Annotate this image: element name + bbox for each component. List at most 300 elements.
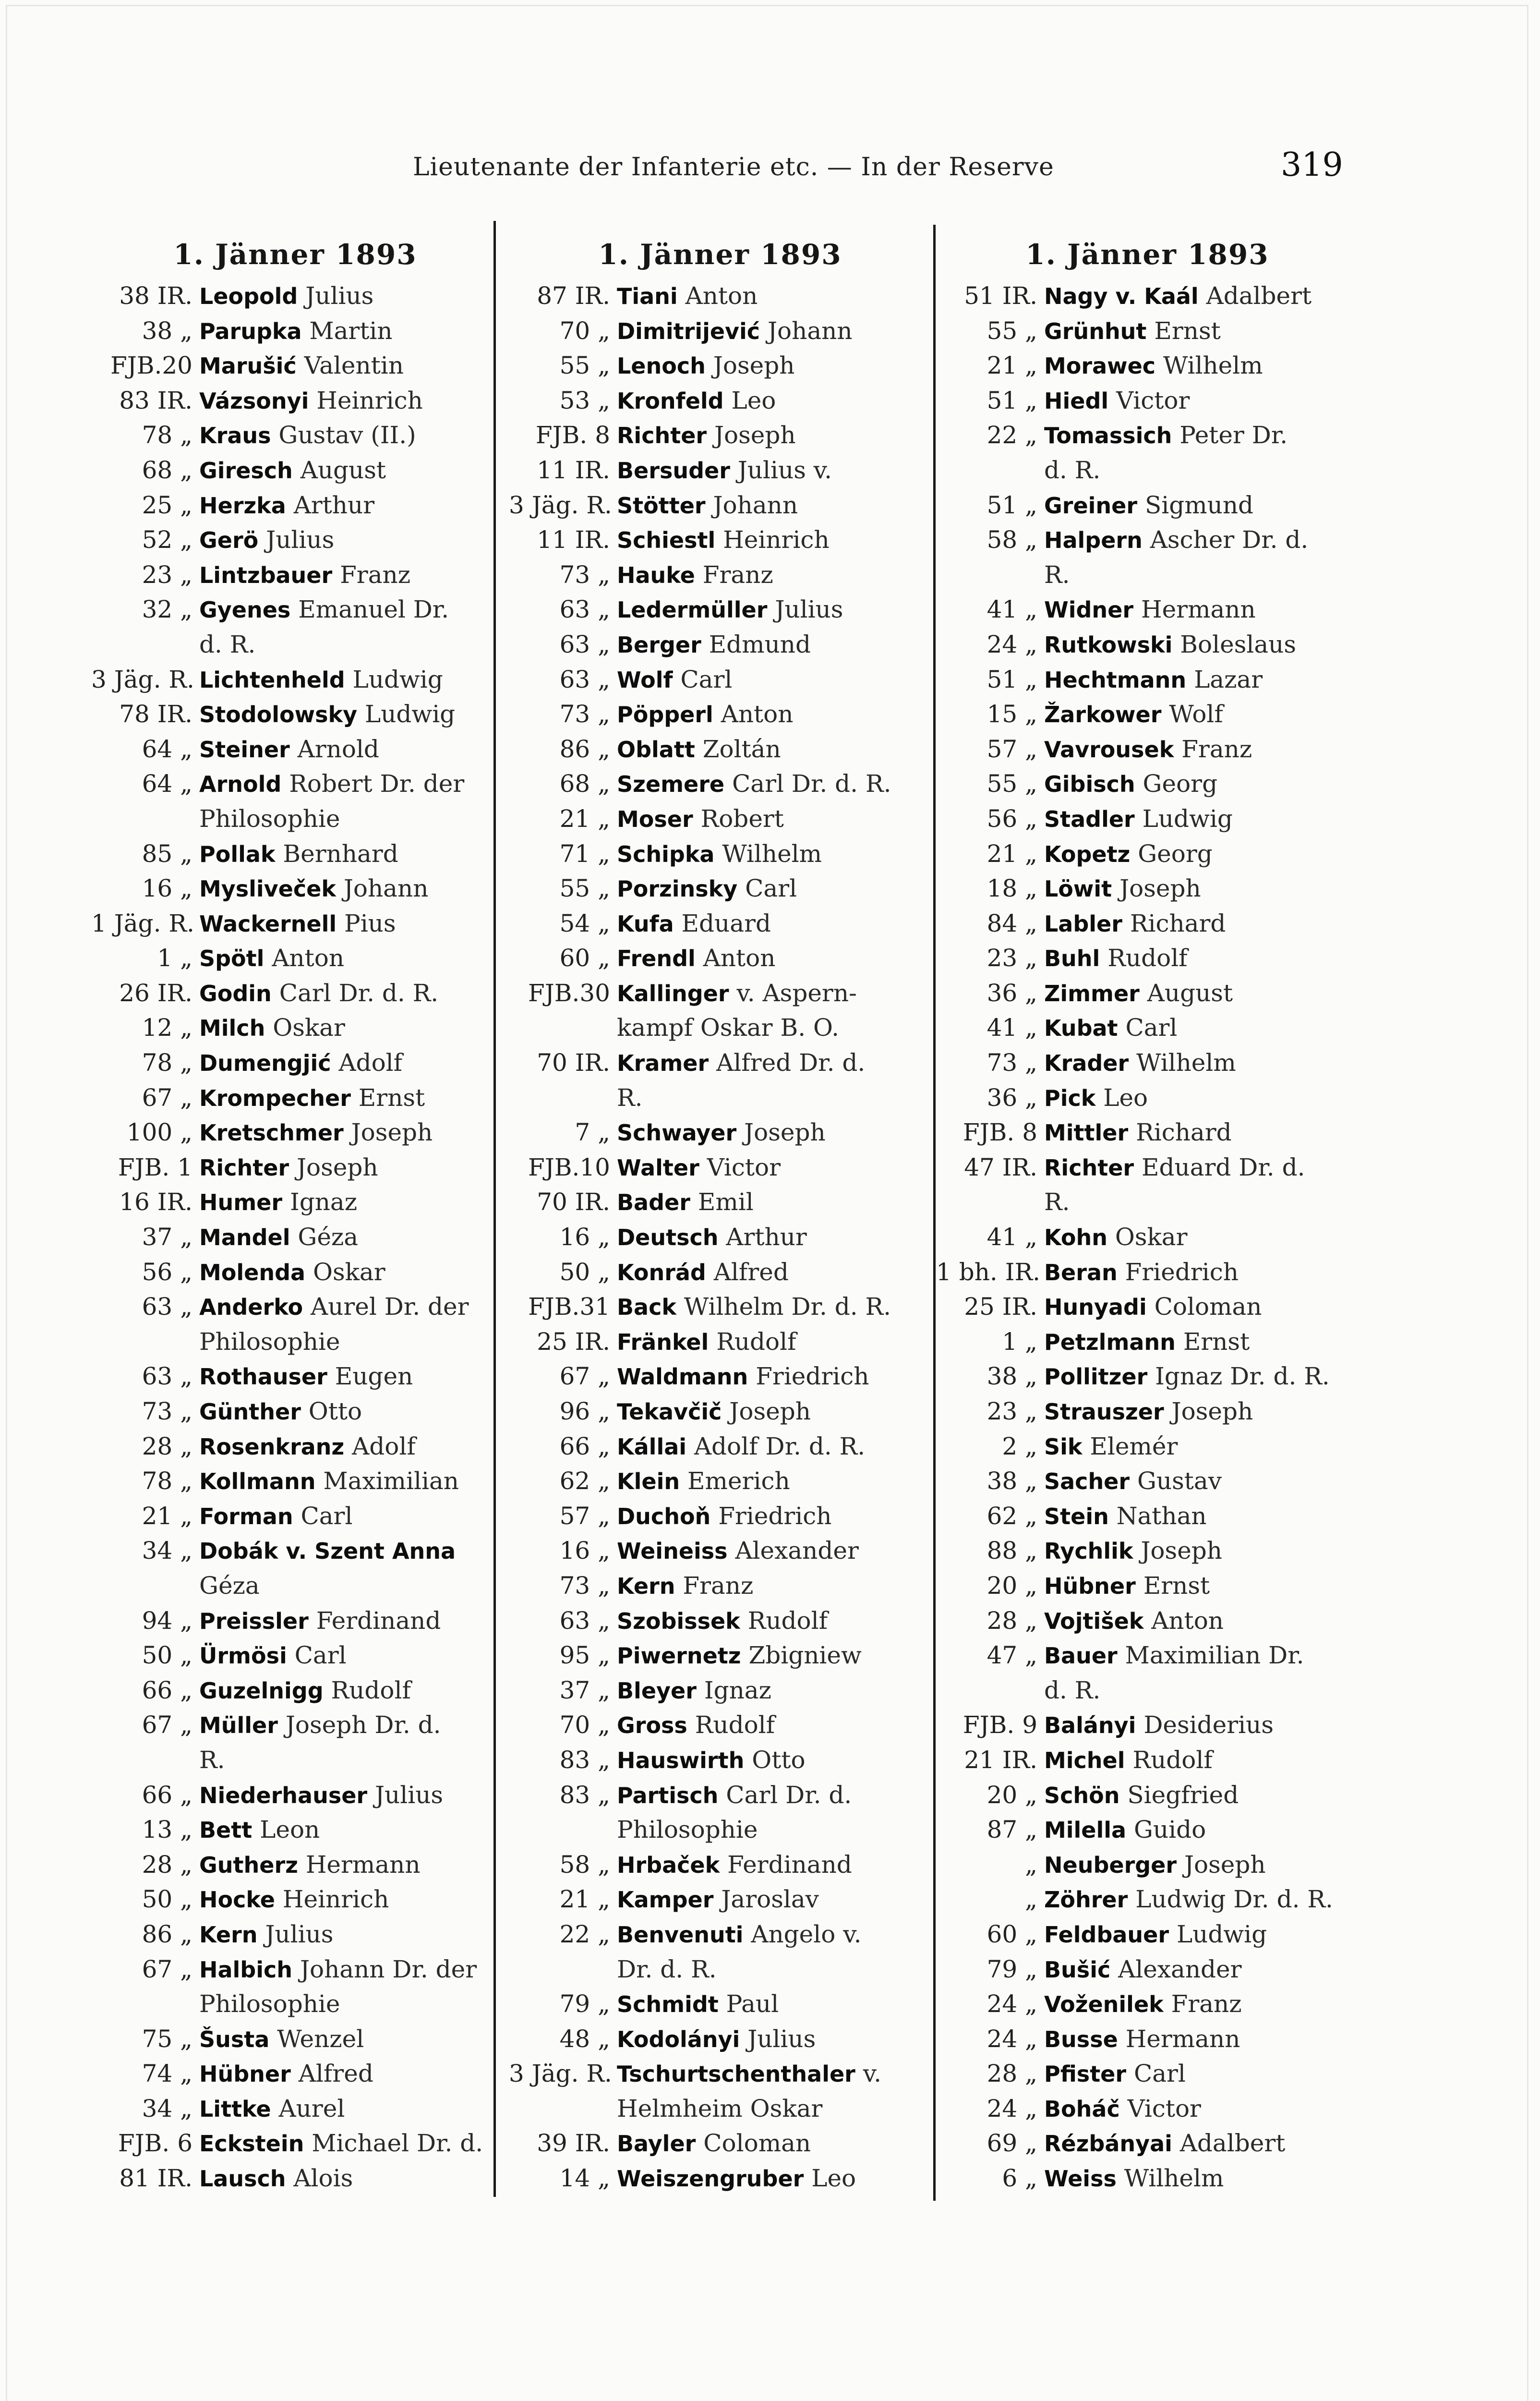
given-name: Leo bbox=[811, 2164, 856, 2193]
officer-name bbox=[199, 348, 499, 383]
surname: Piwernetz bbox=[617, 1643, 741, 1669]
regiment-number: 75 „ bbox=[142, 2025, 192, 2053]
list-item bbox=[509, 1708, 931, 1743]
regiment-number: 56 „ bbox=[987, 804, 1037, 833]
surname: Hrbaček bbox=[617, 1852, 720, 1878]
list-item bbox=[91, 1289, 499, 1324]
officer-name bbox=[199, 1952, 499, 1987]
list-item bbox=[509, 1150, 931, 1185]
given-name: d. R. bbox=[199, 630, 256, 658]
surname: Bleyer bbox=[617, 1677, 697, 1704]
regiment-number: 21 „ bbox=[987, 839, 1037, 868]
list-item bbox=[936, 906, 1359, 941]
list-item bbox=[936, 1429, 1359, 1464]
regiment-number: 73 „ bbox=[559, 560, 610, 589]
regiment-number: 18 „ bbox=[987, 874, 1037, 903]
officer-name bbox=[617, 906, 931, 941]
regiment-number: 16 IR. bbox=[119, 1188, 192, 1216]
regiment-number: 21 „ bbox=[987, 352, 1037, 380]
surname: Lenoch bbox=[617, 353, 706, 379]
given-name: Joseph bbox=[744, 1118, 826, 1147]
officer-name bbox=[199, 837, 499, 872]
officer-name bbox=[1044, 1847, 1359, 1882]
surname: Dimitrijević bbox=[617, 318, 760, 344]
given-name: Wilhelm bbox=[1163, 352, 1263, 380]
list-item bbox=[936, 1185, 1359, 1220]
list-item bbox=[509, 1115, 931, 1150]
given-name: Hermann bbox=[305, 1850, 421, 1879]
surname: Günther bbox=[199, 1399, 301, 1425]
regiment-number: 23 „ bbox=[987, 1397, 1037, 1425]
surname: Richter bbox=[617, 423, 707, 449]
given-name: Ferdinand bbox=[316, 1606, 441, 1635]
regiment-number: 70 IR. bbox=[537, 1188, 610, 1216]
surname: Ürmösi bbox=[199, 1643, 287, 1669]
officer-name bbox=[1044, 627, 1359, 662]
given-name: Maximilian Dr. bbox=[1125, 1641, 1304, 1670]
list-item bbox=[936, 766, 1359, 801]
officer-name bbox=[199, 1429, 499, 1464]
officer-name bbox=[617, 488, 931, 523]
given-name: Richard bbox=[1130, 909, 1226, 937]
given-name: Robert Dr. der bbox=[289, 770, 465, 798]
given-name: Rudolf bbox=[331, 1676, 411, 1704]
regiment-number: 2 „ bbox=[1002, 1432, 1037, 1460]
regiment-number: 23 „ bbox=[987, 944, 1037, 972]
given-name: Zbigniew bbox=[748, 1641, 862, 1670]
regiment-number: 79 „ bbox=[559, 1990, 610, 2018]
given-name: d. R. bbox=[1044, 1676, 1101, 1704]
regiment-number: 67 „ bbox=[142, 1083, 192, 1112]
list-item bbox=[509, 976, 931, 1011]
officer-name bbox=[617, 801, 931, 837]
officer-name bbox=[617, 1708, 931, 1743]
officer-name bbox=[199, 662, 499, 697]
list-item bbox=[91, 2091, 499, 2126]
list-item bbox=[509, 348, 931, 383]
given-name: Ludwig bbox=[1142, 804, 1233, 833]
surname: Greiner bbox=[1044, 492, 1138, 519]
list-item bbox=[509, 2091, 931, 2126]
given-name: Leo bbox=[1103, 1083, 1148, 1112]
given-name: Aurel bbox=[278, 2094, 345, 2122]
officer-name bbox=[1044, 1080, 1359, 1116]
list-item bbox=[936, 1255, 1359, 1290]
list-item bbox=[91, 801, 499, 837]
list-item bbox=[936, 453, 1359, 488]
given-name: Victor bbox=[1127, 2094, 1201, 2122]
officer-name bbox=[617, 1917, 931, 1952]
given-name: Carl Dr. d. R. bbox=[732, 770, 891, 798]
list-item bbox=[936, 383, 1359, 418]
regiment-number: 32 „ bbox=[142, 595, 192, 624]
officer-name bbox=[199, 1045, 499, 1080]
list-item bbox=[91, 837, 499, 872]
list-item bbox=[509, 1847, 931, 1882]
list-item bbox=[509, 1255, 931, 1290]
list-item bbox=[509, 314, 931, 349]
surname: Richter bbox=[199, 1154, 289, 1181]
list-item bbox=[936, 1917, 1359, 1952]
surname: Schön bbox=[1044, 1782, 1120, 1808]
surname: Partisch bbox=[617, 1782, 719, 1808]
regiment-number: 88 „ bbox=[987, 1537, 1037, 1565]
surname: Deutsch bbox=[617, 1225, 719, 1251]
list-item bbox=[509, 1080, 931, 1116]
given-name: Adolf bbox=[338, 1049, 403, 1077]
given-name: Carl Dr. d. R. bbox=[279, 979, 439, 1007]
given-name: d. R. bbox=[1044, 456, 1101, 484]
regiment-number: 16 „ bbox=[142, 874, 192, 903]
list-item bbox=[936, 488, 1359, 523]
list-item bbox=[509, 1533, 931, 1568]
regiment-number: 55 „ bbox=[987, 770, 1037, 798]
regiment-number: 34 „ bbox=[142, 1537, 192, 1565]
given-name: Carl bbox=[745, 874, 797, 903]
officer-name bbox=[1044, 2022, 1359, 2057]
regiment-number: 39 IR. bbox=[537, 2129, 610, 2158]
regiment-number: 26 IR. bbox=[119, 979, 192, 1007]
officer-name bbox=[199, 2022, 499, 2057]
officer-name bbox=[199, 1394, 499, 1429]
surname: Vázsonyi bbox=[199, 388, 309, 414]
surname: Kramer bbox=[617, 1050, 709, 1077]
officer-name bbox=[199, 558, 499, 593]
given-name: Wilhelm bbox=[722, 839, 822, 868]
list-item bbox=[91, 941, 499, 976]
officer-name bbox=[617, 1987, 931, 2022]
officer-name bbox=[617, 558, 931, 593]
given-name: Georg bbox=[1138, 839, 1213, 868]
regiment-number: 84 „ bbox=[987, 909, 1037, 937]
regiment-number: 15 „ bbox=[987, 700, 1037, 728]
regiment-number: 87 „ bbox=[987, 1816, 1037, 1844]
list-item bbox=[509, 941, 931, 976]
given-name: Oskar bbox=[273, 1014, 345, 1042]
regiment-number: 71 „ bbox=[559, 839, 610, 868]
surname: Morawec bbox=[1044, 353, 1156, 379]
list-item bbox=[936, 941, 1359, 976]
given-name: Jaroslav bbox=[721, 1885, 819, 1914]
list-item bbox=[91, 1917, 499, 1952]
surname: Ledermüller bbox=[617, 597, 768, 623]
officer-name bbox=[199, 1847, 499, 1882]
given-name: Carl bbox=[301, 1502, 353, 1530]
surname: Lichtenheld bbox=[199, 667, 345, 693]
list-item bbox=[91, 1603, 499, 1638]
given-name: Coloman bbox=[703, 2129, 811, 2158]
regiment-number: 22 „ bbox=[559, 1920, 610, 1948]
officer-name bbox=[199, 1812, 499, 1847]
officer-name bbox=[199, 1324, 499, 1359]
regiment-number: „ bbox=[1025, 1885, 1037, 1914]
given-name: Ferdinand bbox=[727, 1850, 852, 1879]
officer-name bbox=[199, 801, 499, 837]
list-item bbox=[91, 1115, 499, 1150]
officer-name bbox=[1044, 2056, 1359, 2091]
given-name: Zoltán bbox=[702, 735, 781, 763]
regiment-number: 1 Jäg. R. bbox=[91, 909, 194, 937]
given-name: Géza bbox=[298, 1223, 359, 1251]
surname: Widner bbox=[1044, 597, 1134, 623]
officer-name bbox=[1044, 1568, 1359, 1603]
given-name: Maximilian bbox=[323, 1467, 459, 1495]
surname: Szemere bbox=[617, 771, 725, 798]
surname: Herzka bbox=[199, 492, 286, 519]
officer-name bbox=[617, 348, 931, 383]
regiment-number: 11 IR. bbox=[537, 456, 610, 484]
list-item bbox=[509, 801, 931, 837]
surname: Anderko bbox=[199, 1294, 303, 1321]
officer-name bbox=[617, 1220, 931, 1255]
officer-name bbox=[199, 1499, 499, 1534]
officer-name bbox=[617, 279, 931, 314]
regiment-number: 3 Jäg. R. bbox=[509, 491, 612, 519]
list-item bbox=[936, 1952, 1359, 1987]
given-name: Friedrich bbox=[718, 1502, 832, 1530]
given-name: Robert bbox=[700, 804, 784, 833]
given-name: Adalbert bbox=[1179, 2129, 1286, 2158]
officer-name bbox=[1044, 1255, 1359, 1290]
officer-name bbox=[199, 697, 499, 732]
surname: Weineiss bbox=[617, 1538, 728, 1564]
officer-name bbox=[617, 1045, 931, 1080]
officer-name bbox=[617, 1882, 931, 1917]
surname: Moser bbox=[617, 806, 693, 832]
given-name: v. bbox=[863, 2060, 881, 2088]
surname: Nagy v. Kaál bbox=[1044, 283, 1199, 309]
list-item bbox=[91, 522, 499, 558]
officer-name bbox=[1044, 1010, 1359, 1045]
surname: Bersuder bbox=[617, 457, 730, 484]
regiment-number: 66 „ bbox=[142, 1781, 192, 1809]
officer-name bbox=[617, 314, 931, 349]
list-item bbox=[91, 453, 499, 488]
given-name: Elemér bbox=[1090, 1432, 1178, 1460]
list-item bbox=[936, 1603, 1359, 1638]
officer-name bbox=[1044, 348, 1359, 383]
officer-name bbox=[617, 1185, 931, 1220]
list-item bbox=[936, 1568, 1359, 1603]
regiment-number: 78 IR. bbox=[119, 700, 192, 728]
officer-name bbox=[199, 976, 499, 1011]
regiment-number: FJB. 6 bbox=[118, 2129, 192, 2158]
given-name: Carl bbox=[294, 1641, 347, 1670]
list-item bbox=[936, 1638, 1359, 1673]
list-item bbox=[509, 1289, 931, 1324]
list-item bbox=[91, 1220, 499, 1255]
regiment-number: 21 „ bbox=[142, 1502, 192, 1530]
given-name: Ludwig bbox=[1176, 1920, 1267, 1948]
given-name: Joseph Dr. d. bbox=[285, 1711, 441, 1739]
given-name: R. bbox=[1044, 1188, 1070, 1216]
surname: Kopetz bbox=[1044, 841, 1131, 867]
surname: Godin bbox=[199, 980, 272, 1006]
officer-name bbox=[1044, 1359, 1359, 1394]
list-item bbox=[936, 1324, 1359, 1359]
given-name: Victor bbox=[707, 1153, 781, 1181]
regiment-number: 63 „ bbox=[142, 1293, 192, 1321]
list-item bbox=[91, 1010, 499, 1045]
officer-name bbox=[199, 1638, 499, 1673]
surname: Hocke bbox=[199, 1887, 275, 1913]
surname: Dobák v. Szent Anna bbox=[199, 1538, 456, 1564]
list-item bbox=[91, 1429, 499, 1464]
list-item bbox=[91, 558, 499, 593]
surname: Kodolányi bbox=[617, 2026, 740, 2052]
surname: Guzelnigg bbox=[199, 1677, 324, 1704]
list-item bbox=[936, 2161, 1359, 2196]
officer-name bbox=[1044, 1533, 1359, 1568]
given-name: Dr. d. R. bbox=[617, 1955, 717, 1983]
list-item bbox=[509, 1917, 931, 1952]
officer-name bbox=[1044, 976, 1359, 1011]
given-name: Valentin bbox=[304, 352, 404, 380]
page-number: 319 bbox=[1281, 146, 1343, 184]
regiment-number: 63 „ bbox=[559, 630, 610, 658]
surname: Benvenuti bbox=[617, 1921, 744, 1948]
list-item bbox=[91, 1708, 499, 1743]
given-name: Arthur bbox=[726, 1223, 807, 1251]
regiment-number: 38 „ bbox=[142, 316, 192, 345]
surname: Hiedl bbox=[1044, 388, 1109, 414]
officer-name bbox=[1044, 766, 1359, 801]
surname: Berger bbox=[617, 631, 701, 658]
given-name: Joseph bbox=[713, 352, 795, 380]
regiment-number: FJB. 8 bbox=[535, 421, 610, 449]
given-name: Rudolf bbox=[716, 1327, 796, 1356]
surname: Rézbányai bbox=[1044, 2131, 1172, 2157]
given-name: Richard bbox=[1136, 1118, 1232, 1147]
given-name: Ernst bbox=[1154, 316, 1221, 345]
column-heading: 1. Jänner 1893 bbox=[598, 238, 842, 271]
officer-name bbox=[1044, 279, 1359, 314]
given-name: Alois bbox=[293, 2164, 353, 2193]
list-item bbox=[509, 906, 931, 941]
officer-name bbox=[617, 2056, 931, 2091]
surname: Zöhrer bbox=[1044, 1887, 1128, 1913]
regiment-number: 63 „ bbox=[142, 1362, 192, 1391]
regiment-number: 60 „ bbox=[559, 944, 610, 972]
list-item bbox=[509, 2056, 931, 2091]
given-name: Emanuel Dr. bbox=[298, 595, 449, 624]
officer-name bbox=[199, 314, 499, 349]
officer-name bbox=[199, 1603, 499, 1638]
officer-name bbox=[1044, 1499, 1359, 1534]
regiment-number: 6 „ bbox=[1002, 2164, 1037, 2193]
list-item bbox=[509, 592, 931, 627]
officer-name bbox=[199, 627, 499, 662]
given-name: Franz bbox=[702, 560, 773, 589]
surname: Littke bbox=[199, 2096, 271, 2122]
officer-name bbox=[617, 383, 931, 418]
surname: Zimmer bbox=[1044, 980, 1140, 1006]
officer-name bbox=[1044, 558, 1359, 593]
given-name: Julius bbox=[374, 1781, 444, 1809]
regiment-number: 25 „ bbox=[142, 491, 192, 519]
list-item bbox=[91, 697, 499, 732]
surname: Humer bbox=[199, 1189, 283, 1216]
surname: Niederhauser bbox=[199, 1782, 368, 1808]
regiment-number: 58 „ bbox=[987, 526, 1037, 554]
list-item bbox=[936, 2091, 1359, 2126]
list-item bbox=[936, 1289, 1359, 1324]
list-item bbox=[91, 1150, 499, 1185]
regiment-number: 68 „ bbox=[142, 456, 192, 484]
surname: Wolf bbox=[617, 667, 673, 693]
regiment-number: 78 „ bbox=[142, 1049, 192, 1077]
surname: Oblatt bbox=[617, 736, 695, 763]
surname: Leopold bbox=[199, 283, 298, 309]
regiment-number: 57 „ bbox=[559, 1502, 610, 1530]
surname: Szobissek bbox=[617, 1608, 740, 1634]
regiment-number: FJB. 1 bbox=[118, 1153, 192, 1181]
column-middle bbox=[509, 230, 931, 2196]
regiment-number: 51 „ bbox=[987, 491, 1037, 519]
officer-name bbox=[199, 1220, 499, 1255]
given-name: Géza bbox=[199, 1571, 260, 1600]
officer-name bbox=[1044, 592, 1359, 627]
column-right bbox=[936, 230, 1359, 2196]
officer-name bbox=[1044, 837, 1359, 872]
given-name: Wenzel bbox=[277, 2025, 364, 2053]
given-name: Alfred bbox=[713, 1258, 789, 1286]
surname: Balányi bbox=[1044, 1712, 1136, 1739]
given-name: Michael Dr. d. bbox=[312, 2129, 483, 2158]
regiment-number: 1 „ bbox=[1002, 1327, 1037, 1356]
list-item bbox=[509, 1429, 931, 1464]
given-name: Joseph bbox=[1171, 1397, 1253, 1425]
regiment-number: 54 „ bbox=[559, 909, 610, 937]
surname: Beran bbox=[1044, 1259, 1118, 1285]
list-item bbox=[936, 1987, 1359, 2022]
officer-name bbox=[199, 453, 499, 488]
given-name: Friedrich bbox=[756, 1362, 869, 1391]
regiment-number: 47 IR. bbox=[964, 1153, 1037, 1181]
regiment-number: 86 „ bbox=[559, 735, 610, 763]
regiment-number: 73 „ bbox=[559, 1571, 610, 1600]
surname: Lintzbauer bbox=[199, 562, 333, 588]
regiment-number: 78 „ bbox=[142, 421, 192, 449]
given-name: Franz bbox=[1181, 735, 1252, 763]
given-name: Coloman bbox=[1154, 1293, 1262, 1321]
list-item bbox=[91, 1045, 499, 1080]
surname: Kern bbox=[617, 1573, 675, 1599]
regiment-number: 69 „ bbox=[987, 2129, 1037, 2158]
given-name: Rudolf bbox=[695, 1711, 775, 1739]
list-item bbox=[91, 1673, 499, 1708]
given-name: Edmund bbox=[709, 630, 811, 658]
given-name: Victor bbox=[1116, 386, 1190, 414]
officer-name bbox=[199, 592, 499, 627]
surname: Rutkowski bbox=[1044, 631, 1173, 658]
officer-name bbox=[199, 1673, 499, 1708]
regiment-number: 56 „ bbox=[142, 1258, 192, 1286]
given-name: Ernst bbox=[1143, 1571, 1210, 1600]
given-name: Anton bbox=[721, 700, 794, 728]
given-name: Philosophie bbox=[199, 1990, 340, 2018]
given-name: Ignaz bbox=[289, 1188, 358, 1216]
given-name: R. bbox=[617, 1083, 643, 1112]
given-name: Adolf Dr. d. R. bbox=[694, 1432, 866, 1460]
given-name: Joseph bbox=[729, 1397, 811, 1425]
surname: Rychlik bbox=[1044, 1538, 1133, 1564]
list-item bbox=[91, 1743, 499, 1778]
given-name: Angelo v. bbox=[751, 1920, 862, 1948]
officer-name bbox=[617, 662, 931, 697]
given-name: Julius v. bbox=[737, 456, 832, 484]
officer-name bbox=[617, 1324, 931, 1359]
